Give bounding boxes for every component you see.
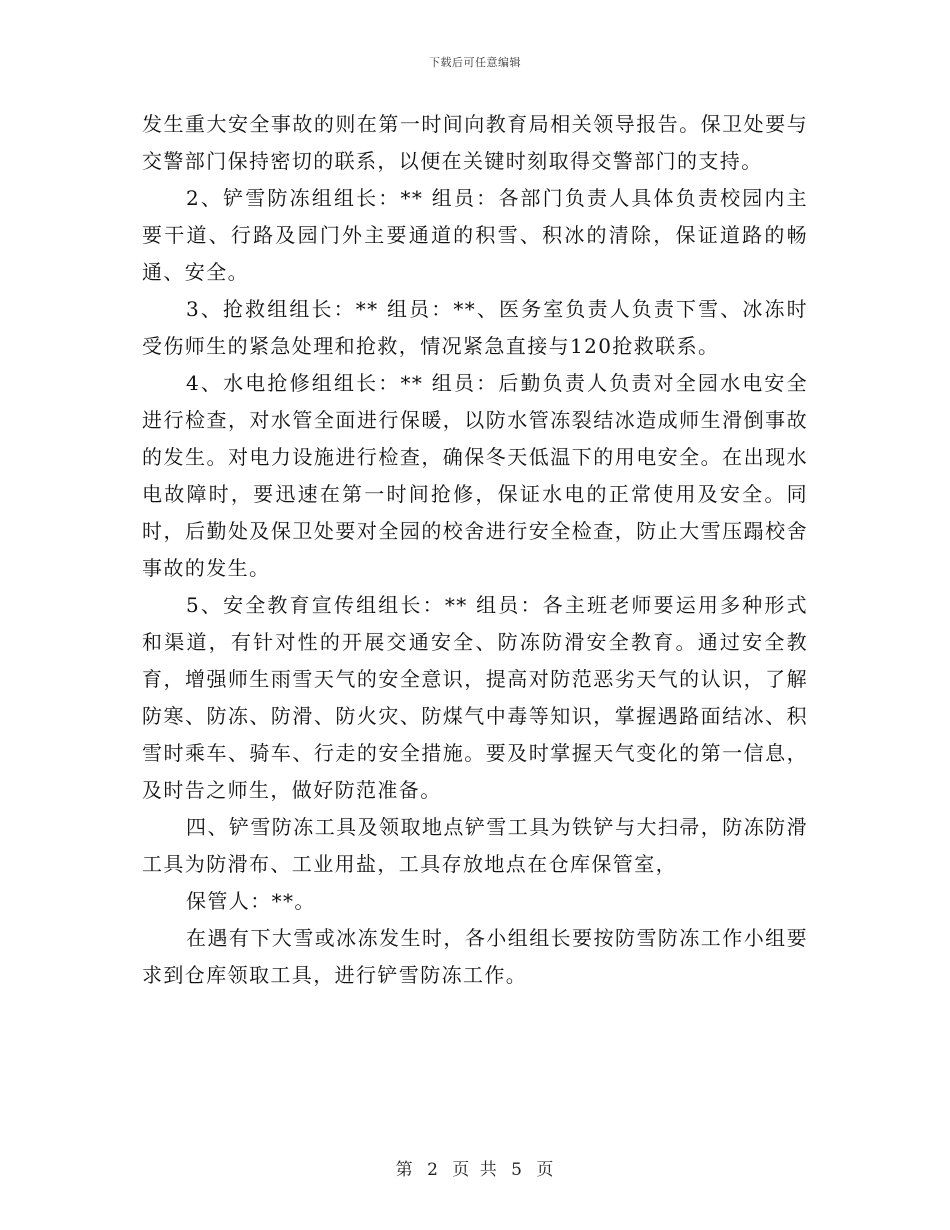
paragraph: 3、抢救组组长：** 组员：**、医务室负责人负责下雪、冰冻时受伤师生的紧急处理和抢救，情况紧急直接与120抢救联系。 xyxy=(142,297,808,358)
paragraph: 保管人：**。 xyxy=(186,889,316,913)
paragraph: 2、铲雪防冻组组长：** 组员：各部门负责人具体负责校园内主要干道、行路及园门外主要通道的积雪、积冰的清除，保证道路的畅通、安全。 xyxy=(142,186,808,284)
paragraph: 4、水电抢修组组长：** 组员：后勤负责人负责对全园水电安全进行检查，对水管全面进行保暖，以防水管冻裂结冰造成师生滑倒事故的发生。对电力设施进行检查，确保冬天低温下的用电安全。在出现水电故障时，要迅速在第一时间抢修，保证水电的正常使用及安全。同时，后勤处及保卫处要对全园的校舍进行安全检查，防止大雪压蹋校舍事故的发生。 xyxy=(142,371,808,580)
page-number-current: 2 xyxy=(427,1160,439,1180)
paragraph: 发生重大安全事故的则在第一时间向教育局相关领导报告。保卫处要与交警部门保持密切的联系，以便在关键时刻取得交警部门的支持。 xyxy=(142,112,808,173)
page-header xyxy=(0,54,950,70)
page-number-prefix: 第 xyxy=(395,1160,414,1180)
page-number-total: 5 xyxy=(511,1160,523,1180)
document-body xyxy=(142,106,808,994)
page-number-middle: 页 共 xyxy=(452,1160,498,1180)
page-footer xyxy=(0,1155,950,1180)
page-number-suffix: 页 xyxy=(536,1160,555,1180)
paragraph: 四、铲雪防冻工具及领取地点铲雪工具为铁铲与大扫帚，防冻防滑工具为防滑布、工业用盐，工具存放地点在仓库保管室， xyxy=(142,815,808,876)
paragraph: 5、安全教育宣传组组长：** 组员：各主班老师要运用多种形式和渠道，有针对性的开展交通安全、防冻防滑安全教育。通过安全教育，增强师生雨雪天气的安全意识，提高对防范恶劣天气的认识，了解防寒、防冻、防滑、防火灾、防煤气中毒等知识，掌握遇路面结冰、积雪时乘车、骑车、行走的安全措施。要及时掌握天气变化的第一信息，及时告之师生，做好防范准备。 xyxy=(142,593,808,802)
paragraph: 在遇有下大雪或冰冻发生时，各小组组长要按防雪防冻工作小组要求到仓库领取工具，进行铲雪防冻工作。 xyxy=(142,926,808,987)
header-text: 下载后可任意编辑 xyxy=(429,56,521,69)
